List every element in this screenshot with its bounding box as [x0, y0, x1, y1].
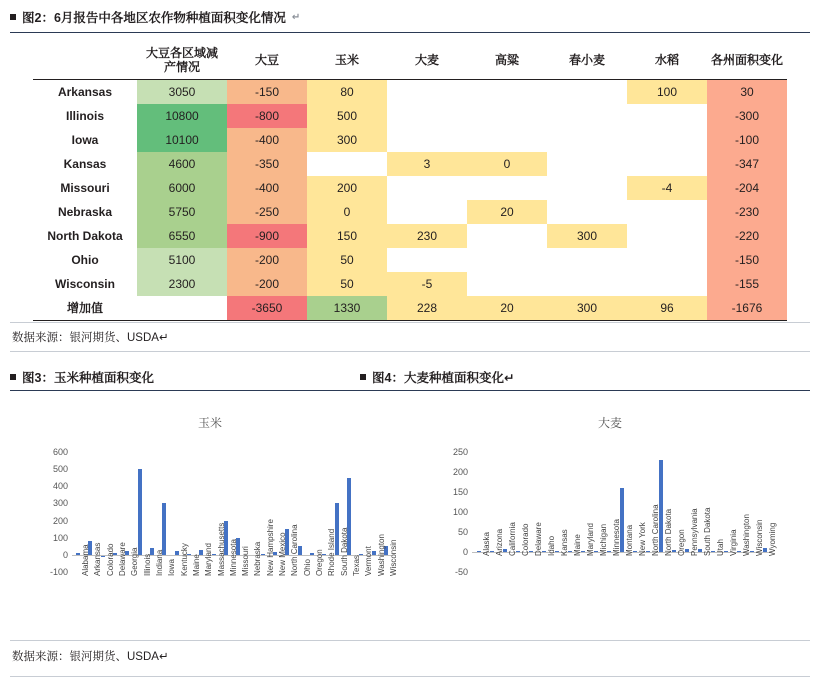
- table-cell: 500: [307, 104, 387, 128]
- x-axis-tick-label: New Hampshire: [265, 519, 275, 576]
- column-header-corn: 玉米: [307, 43, 387, 79]
- table-row-label: Missouri: [60, 180, 110, 195]
- table-cell: -204: [707, 176, 787, 200]
- x-axis-tick-label: Wyoming: [768, 522, 778, 556]
- x-axis-tick-label: Wisconsin: [755, 519, 765, 556]
- x-axis-tick-label: Colorado: [520, 523, 530, 556]
- table-corner-cell: [33, 43, 137, 79]
- charts-source-divider-top: [10, 640, 810, 641]
- column-header-rice: 水稻: [627, 43, 707, 79]
- table-cell: -230: [707, 200, 787, 224]
- table-cell: [627, 128, 707, 152]
- table-cell: 50: [307, 272, 387, 296]
- table-row-label: Illinois: [65, 108, 104, 123]
- table-cell: -100: [707, 128, 787, 152]
- x-axis-tick-label: California: [507, 522, 517, 556]
- table-cell: -5: [387, 272, 467, 296]
- table-cell: [467, 176, 547, 200]
- table-cell: 200: [307, 176, 387, 200]
- table-cell: 150: [307, 224, 387, 248]
- table-row: [33, 272, 787, 296]
- table-row: [33, 176, 787, 200]
- table-cell: [627, 224, 707, 248]
- table-cell: 6000: [137, 176, 227, 200]
- table-header-row: [33, 43, 787, 79]
- table-cell: -400: [227, 128, 307, 152]
- y-axis-tick-label: 200: [452, 467, 468, 477]
- x-axis-tick-label: Maryland: [585, 523, 595, 556]
- x-axis-tick-label: Arizona: [494, 528, 504, 556]
- barley-chart: [410, 392, 810, 640]
- charts-source-divider-bottom: [10, 676, 810, 677]
- figure2-title-text: 图2：6月报告中各地区农作物种植面积变化情况: [22, 11, 286, 25]
- y-axis-tick-label: 250: [452, 447, 468, 457]
- table-cell: [307, 152, 387, 176]
- table-cell: 96: [627, 296, 707, 321]
- x-axis-tick-label: Massachusetts: [216, 522, 226, 576]
- table-cell: 0: [467, 152, 547, 176]
- column-header-barley: 大麦: [387, 43, 467, 79]
- bullet-square-icon: [360, 374, 366, 380]
- x-axis-tick-label: Montana: [625, 524, 634, 556]
- x-axis-tick-label: North Dakota: [664, 508, 674, 556]
- paragraph-mark-icon: ↵: [291, 11, 301, 23]
- charts-area: [10, 392, 810, 640]
- table-cell: [467, 104, 547, 128]
- table-cell: [387, 104, 467, 128]
- table-cell: [137, 296, 227, 321]
- table-row-label: Wisconsin: [55, 276, 115, 291]
- table-cell: 30: [707, 79, 787, 104]
- table-cell: -1676: [707, 296, 787, 321]
- table-row: [33, 248, 787, 272]
- table-cell: 230: [387, 224, 467, 248]
- table-cell: 4600: [137, 152, 227, 176]
- table-row-label: Nebraska: [57, 204, 113, 219]
- table-cell: -200: [227, 248, 307, 272]
- column-header-spring-wheat: 春小麦: [547, 43, 627, 79]
- chart-bar: [162, 503, 166, 554]
- table-cell: [467, 248, 547, 272]
- x-axis-tick-label: Maine: [191, 554, 201, 576]
- table-cell: 3: [387, 152, 467, 176]
- table-row: [33, 128, 787, 152]
- x-axis-tick-label: Alabama: [81, 544, 91, 576]
- table-cell: -800: [227, 104, 307, 128]
- table-cell: 10800: [137, 104, 227, 128]
- x-axis-tick-label: New Mexico: [278, 532, 288, 576]
- x-axis-tick-label: Oregon: [315, 549, 324, 576]
- table-cell: 2300: [137, 272, 227, 296]
- charts-divider: [10, 390, 810, 391]
- table-cell: -155: [707, 272, 787, 296]
- table-cell: 0: [307, 200, 387, 224]
- x-axis-tick-label: Oregon: [677, 529, 687, 556]
- table-row: [33, 296, 787, 321]
- x-axis-tick-label: Virginia: [729, 529, 739, 556]
- corn-chart: [10, 392, 410, 640]
- table-cell: [547, 200, 627, 224]
- table-row: [33, 152, 787, 176]
- table-cell: -250: [227, 200, 307, 224]
- barley-plot-area: [452, 447, 778, 577]
- table-cell: [627, 200, 707, 224]
- y-axis-tick-label: 150: [452, 487, 468, 497]
- x-axis-tick-label: Rhode Island: [327, 528, 337, 576]
- table-row-label: Arkansas: [57, 84, 113, 99]
- table-cell: -150: [227, 79, 307, 104]
- figure2-source-block: [10, 322, 810, 352]
- x-axis-tick-label: Indiana: [155, 549, 164, 576]
- table-cell: [547, 104, 627, 128]
- table-cell: [387, 200, 467, 224]
- bullet-square-icon: [10, 374, 16, 380]
- y-axis-tick-label: 500: [52, 464, 68, 475]
- figure2-block: [10, 8, 810, 321]
- y-axis-tick-label: 600: [52, 447, 68, 457]
- figure3-title: [10, 368, 360, 386]
- column-header-sorghum: 高粱: [467, 43, 547, 79]
- y-axis-tick-label: 0: [62, 549, 68, 560]
- table-cell: [467, 128, 547, 152]
- table-cell: 5750: [137, 200, 227, 224]
- x-axis-tick-label: South Dakota: [703, 507, 713, 556]
- table-cell: [547, 128, 627, 152]
- x-axis-tick-label: Kentucky: [179, 543, 189, 576]
- table-cell: [467, 224, 547, 248]
- corn-chart-title: 玉米: [197, 416, 222, 430]
- table-cell: [627, 272, 707, 296]
- column-header-soybean-reduction: 大豆各区域减产情况: [137, 43, 227, 79]
- table-cell: [387, 248, 467, 272]
- source-divider-bottom: [10, 351, 810, 352]
- table-cell: 300: [547, 296, 627, 321]
- table-cell: 1330: [307, 296, 387, 321]
- figure3-title-text: 图3：玉米种植面积变化: [22, 371, 154, 385]
- table-cell: [547, 152, 627, 176]
- table-row-label: Ohio: [71, 252, 99, 267]
- x-axis-tick-label: Michigan: [598, 523, 608, 556]
- table-row: [33, 200, 787, 224]
- table-cell: 300: [307, 128, 387, 152]
- y-axis-tick-label: 400: [52, 481, 68, 492]
- x-axis-tick-label: Minnesota: [611, 519, 621, 556]
- table-cell: 50: [307, 248, 387, 272]
- x-axis-tick-label: Arkansas: [93, 542, 103, 576]
- table-cell: [627, 152, 707, 176]
- figure4-title-text: 图4：大麦种植面积变化↵: [372, 371, 515, 385]
- corn-plot-area: [49, 447, 398, 577]
- x-axis-tick-label: South Dakota: [339, 527, 349, 576]
- x-axis-tick-label: Minnesota: [228, 539, 238, 576]
- x-axis-tick-label: Kansas: [559, 529, 569, 556]
- barley-bars: [472, 452, 772, 572]
- figure3-source-text: 数据来源：银河期货、USDA↵: [12, 651, 169, 663]
- figure2-source-text: 数据来源：银河期货、USDA↵: [12, 332, 169, 344]
- table-row: [33, 224, 787, 248]
- table-cell: -400: [227, 176, 307, 200]
- table-cell: -220: [707, 224, 787, 248]
- bullet-square-icon: [10, 14, 16, 20]
- x-axis-tick-label: Delaware: [118, 542, 128, 576]
- table-cell: -4: [627, 176, 707, 200]
- table-cell: -350: [227, 152, 307, 176]
- table-cell: -3650: [227, 296, 307, 321]
- y-axis-tick-label: 100: [52, 532, 68, 543]
- barley-zero-axis: [472, 552, 772, 553]
- table-cell: -150: [707, 248, 787, 272]
- table-cell: -900: [227, 224, 307, 248]
- table-row: [33, 104, 787, 128]
- table-cell: [547, 79, 627, 104]
- x-axis-tick-label: Missouri: [241, 546, 251, 576]
- x-axis-tick-label: Alaska: [481, 531, 491, 556]
- x-axis-tick-label: Maine: [572, 534, 582, 556]
- column-header-soybean: 大豆: [227, 43, 307, 79]
- x-axis-tick-label: Idaho: [546, 535, 556, 556]
- table-header: [33, 43, 787, 79]
- y-axis-tick-label: 200: [52, 515, 68, 526]
- table-cell: -300: [707, 104, 787, 128]
- x-axis-tick-label: Texas: [351, 555, 361, 576]
- table-cell: [467, 272, 547, 296]
- chart-bar: [138, 469, 142, 555]
- x-axis-tick-label: Iowa: [167, 559, 177, 576]
- x-axis-tick-label: Delaware: [533, 522, 543, 556]
- table-cell: 5100: [137, 248, 227, 272]
- table-cell: 300: [547, 224, 627, 248]
- x-axis-tick-label: North Carolina: [290, 524, 300, 576]
- table-cell: -200: [227, 272, 307, 296]
- charts-source-block: [10, 642, 810, 670]
- y-axis-tick-label: 300: [52, 498, 68, 509]
- table-row-label: 增加值: [33, 296, 137, 321]
- table-cell: [627, 248, 707, 272]
- column-header-state-change: 各州面积变化: [707, 43, 787, 79]
- charts-title-row: [10, 368, 810, 386]
- table-cell: 80: [307, 79, 387, 104]
- y-axis-tick-label: 100: [452, 507, 468, 517]
- table-cell: [387, 128, 467, 152]
- x-axis-tick-label: Washington: [376, 534, 386, 576]
- x-axis-tick-label: Colorado: [105, 543, 115, 576]
- table-cell: 20: [467, 296, 547, 321]
- x-axis-tick-label: Vermont: [364, 546, 374, 576]
- table-cell: 20: [467, 200, 547, 224]
- figure2-divider: [10, 32, 810, 33]
- table-row-label: North Dakota: [47, 228, 123, 243]
- table-cell: [547, 176, 627, 200]
- y-axis-tick-label: 0: [462, 547, 468, 557]
- x-axis-tick-label: Wisconsin: [388, 539, 398, 576]
- x-axis-tick-label: North Carolina: [651, 504, 661, 556]
- figure4-title: [360, 368, 514, 386]
- table-cell: [547, 272, 627, 296]
- y-axis-tick-label: -50: [454, 567, 468, 577]
- y-axis-tick-label: 50: [457, 527, 468, 537]
- table-cell: 10100: [137, 128, 227, 152]
- x-axis-tick-label: Nebraska: [253, 541, 263, 576]
- crop-acreage-table: [33, 43, 787, 321]
- table-cell: [387, 79, 467, 104]
- barley-chart-title: 大麦: [597, 416, 622, 430]
- x-axis-tick-label: Washington: [742, 514, 752, 556]
- figure2-title: [10, 8, 810, 26]
- table-cell: [547, 248, 627, 272]
- table-cell: 100: [627, 79, 707, 104]
- table-cell: 228: [387, 296, 467, 321]
- table-cell: 3050: [137, 79, 227, 104]
- table-cell: 6550: [137, 224, 227, 248]
- table-row-label: Kansas: [63, 156, 107, 171]
- x-axis-tick-label: Maryland: [204, 543, 214, 576]
- table-row-label: Iowa: [71, 132, 99, 147]
- table-body: [33, 79, 787, 320]
- table-cell: [467, 79, 547, 104]
- x-axis-tick-label: Utah: [716, 539, 726, 556]
- table-cell: -347: [707, 152, 787, 176]
- x-axis-tick-label: New York: [638, 522, 648, 556]
- x-axis-tick-label: Illinois: [142, 553, 152, 576]
- x-axis-tick-label: Ohio: [302, 559, 312, 576]
- table-row: [33, 79, 787, 104]
- table-cell: [627, 104, 707, 128]
- x-axis-tick-label: Pennsylvania: [690, 508, 700, 556]
- x-axis-tick-label: Georgia: [130, 547, 140, 576]
- y-axis-tick-label: -100: [49, 567, 68, 577]
- table-cell: [387, 176, 467, 200]
